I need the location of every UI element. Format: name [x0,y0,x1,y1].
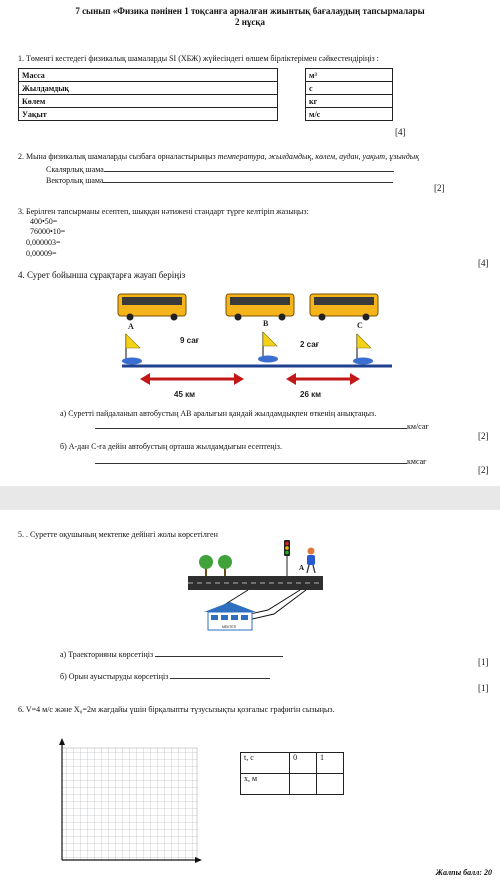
q3-item: 0,000003= [26,238,61,247]
q6-table-input-cell[interactable] [290,774,317,795]
q2-text [18,152,493,162]
q5b-points: [1] [478,683,489,693]
traffic-light-icon [284,540,290,576]
bus-icon [118,294,186,321]
q1-right-cell: с [306,82,393,95]
q1-right-table [305,68,393,121]
q4a-answer-line[interactable] [95,420,407,429]
q2-vector-answer-line[interactable] [103,174,393,183]
q5b-answer-line[interactable] [170,670,270,679]
student-icon [307,548,315,574]
tree-icon [199,555,213,576]
page-break [0,486,500,510]
stop-flag-icon [258,332,278,363]
point-a-marker: A [299,564,305,572]
q1-left-cell: Масса [19,69,278,82]
variant-label: 2 нұсқа [234,17,266,27]
q3-text: 3. Берілген тапсырманы есептеп, шыққан нәтижені стандарт түрге келтіріп жазыңыз: [18,207,309,216]
q1-left-cell: Жылдамдық [19,82,278,95]
q4b-text: б) А-дан С-ға дейін автобустың орташа жылдамдығын есептеңіз. [60,442,282,451]
q5b-text: б) Орын ауыстыруды көрсетіңіз [60,672,169,681]
point-b-label: B [263,319,269,328]
x-axis-arrow-icon [195,857,202,863]
total-score: Жалпы балл: 20 [435,868,492,877]
distance-ab-label: 45 км [174,390,196,399]
q5a-text: а) Траекторияны көрсетіңіз [60,650,154,659]
stop-flag-icon [122,334,142,365]
route-line [250,590,300,614]
q4b-unit: кмсағ [407,457,427,466]
graph-grid[interactable] [52,738,202,866]
q3-item: 76000•10= [30,227,66,236]
y-axis-arrow-icon [59,738,65,745]
q4-text: 4. Сурет бойынша сұрақтарға жауап беріңіз [18,270,186,280]
bus-icon [310,294,378,321]
q5-text: 5. . Суретте оқушының мектепке дейінгі жолы көрсетілген [18,530,218,539]
q4b-answer-row [95,455,426,467]
q1-left-cell: Көлем [19,95,278,108]
q5a-points: [1] [478,657,489,667]
q6-table-cell: x, м [241,774,290,795]
q2-scalar-answer-line[interactable] [104,163,394,172]
q3-points: [4] [478,258,489,268]
q1-right-cell: м/с [306,108,393,121]
q6-table-cell: 1 [317,753,344,774]
q6-table-input-cell[interactable] [317,774,344,795]
q1-right-cell: м³ [306,69,393,82]
q4a-unit: км/сағ [407,422,429,431]
route-line [248,590,306,620]
distance-bc-label: 26 км [300,390,322,399]
q4b-answer-line[interactable] [95,455,407,464]
bus-route-figure [110,286,400,406]
distance-arrow-ab [140,373,244,385]
q1-text: 1. Төменгі кестедегі физикалық шамаларды SI (ХБЖ) жүйесіндегі өлшем бірліктерімен сәйкестендіріңіз : [18,54,379,63]
point-a-label: A [128,322,134,331]
q1-left-table [18,68,278,121]
q1-right-cell: кг [306,95,393,108]
school-sign: МЕКТЕП [222,625,237,629]
school-building-icon [204,602,256,630]
distance-arrow-bc [286,373,360,385]
q2-scalar-label: Скалярлық шама [46,165,104,174]
q6-value-table [240,752,344,795]
bus-icon [226,294,294,321]
q2-text-italic: температура, жылдамдық, көлем, аудан, уақыт, ұзындық [217,152,419,161]
point-c-label: C [357,321,363,330]
q4a-answer-row [95,420,429,432]
q5a-answer-line[interactable] [155,648,283,657]
q6-text: 6. V=4 м/с және X₀=2м жағдайы үшін бірқалыпты түзусызықты қозғалыс графигін сызыңыз. [18,705,335,714]
tree-icon [218,555,232,576]
q2-text-prefix: 2. Мына физикалық шамаларды сызбаға орналастырыңыз [18,152,218,161]
q2-vector-label: Векторлық шама [46,176,104,185]
q4a-points: [2] [478,431,489,441]
q5a-row [60,648,283,660]
q6-table-cell: 0 [290,753,317,774]
q4b-points: [2] [478,465,489,475]
q3-item: 0,00009= [26,249,57,258]
q6-table-cell: t, c [241,753,290,774]
q1-points: [4] [395,127,406,137]
q2-vector-row [46,174,393,186]
time-ab-label: 9 сағ [180,336,199,345]
stop-flag-icon [353,334,373,365]
school-route-figure [188,540,323,632]
time-bc-label: 2 сағ [300,340,319,349]
q5b-row [60,670,270,682]
q2-points: [2] [434,183,445,193]
q4a-text: а) Суретті пайдаланып автобустың АВ аралығын қандай жылдамдықпен өткенің анықтаңыз. [60,409,377,418]
page-title: 7 сынып «Физика пәнінен 1 тоқсанға арналған жиынтық бағалаудың тапсырмалары [75,6,425,16]
q1-left-cell: Уақыт [19,108,278,121]
q3-item: 400•50= [30,217,58,226]
